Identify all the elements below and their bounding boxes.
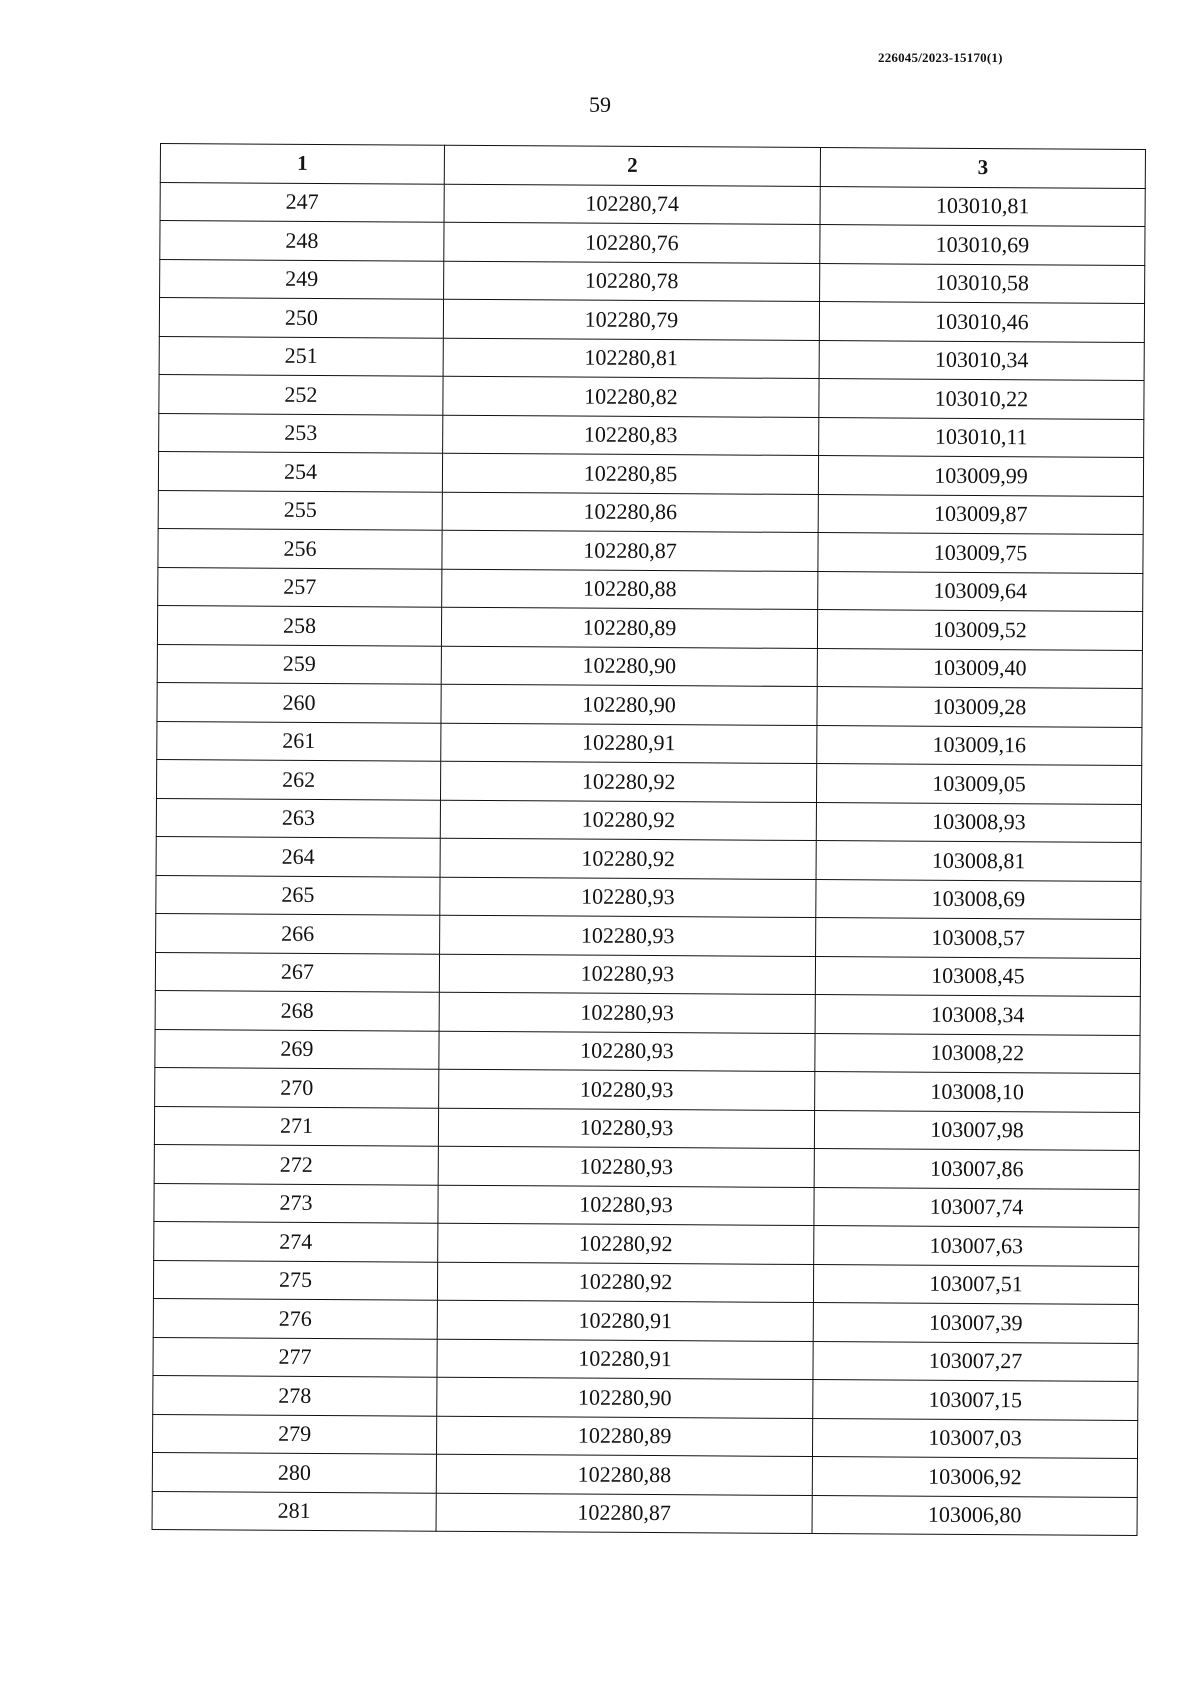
coordinate-x-cell: 102280,93 (439, 992, 815, 1033)
table-row (159, 374, 1144, 419)
coordinate-y-cell: 103009,16 (817, 725, 1142, 765)
coordinate-y-cell: 103009,28 (817, 687, 1142, 727)
coordinate-x-cell: 102280,81 (443, 338, 819, 379)
column-header-1: 1 (160, 144, 444, 184)
point-number-cell: 268 (155, 990, 439, 1030)
coordinate-y-cell: 103007,15 (813, 1380, 1138, 1420)
coordinate-x-cell: 102280,93 (439, 1031, 815, 1072)
table-row (154, 1221, 1139, 1266)
coordinate-x-cell: 102280,85 (442, 453, 818, 494)
table-row (159, 298, 1144, 343)
point-number-cell: 280 (152, 1452, 436, 1492)
coordinate-y-cell: 103008,69 (816, 879, 1141, 919)
coordinate-y-cell: 103010,81 (820, 186, 1145, 226)
point-number-cell: 279 (153, 1414, 437, 1454)
document-id: 226045/2023-15170(1) (878, 50, 1003, 65)
point-number-cell: 262 (156, 759, 440, 799)
coordinate-x-cell: 102280,93 (439, 954, 815, 995)
table-row (156, 875, 1141, 920)
point-number-cell: 250 (159, 298, 443, 338)
coordinate-x-cell: 102280,93 (438, 1146, 814, 1187)
coordinate-x-cell: 102280,90 (437, 1377, 813, 1418)
column-header-3: 3 (820, 148, 1145, 188)
table-row (152, 1491, 1137, 1536)
coordinate-y-cell: 103009,99 (818, 456, 1143, 496)
point-number-cell: 264 (156, 836, 440, 876)
table-row (152, 1452, 1137, 1497)
table-row (158, 490, 1143, 535)
point-number-cell: 267 (155, 952, 439, 992)
coordinate-x-cell: 102280,79 (443, 299, 819, 340)
coordinate-y-cell: 103007,27 (813, 1341, 1138, 1381)
coordinate-y-cell: 103009,75 (818, 533, 1143, 573)
coordinate-x-cell: 102280,88 (442, 569, 818, 610)
point-number-cell: 277 (153, 1337, 437, 1377)
coordinate-y-cell: 103008,10 (815, 1072, 1140, 1112)
coordinate-y-cell: 103007,63 (814, 1226, 1139, 1266)
table-row (153, 1298, 1138, 1343)
coordinate-y-cell: 103010,11 (819, 417, 1144, 457)
point-number-cell: 281 (152, 1491, 436, 1531)
point-number-cell: 276 (153, 1298, 437, 1338)
coordinate-x-cell: 102280,91 (437, 1300, 813, 1341)
coordinate-x-cell: 102280,74 (444, 184, 820, 225)
table-row (158, 451, 1143, 496)
coordinate-y-cell: 103009,64 (818, 571, 1143, 611)
coordinate-x-cell: 102280,93 (438, 1108, 814, 1149)
coordinates-table-container (152, 143, 1145, 1536)
coordinate-x-cell: 102280,86 (442, 492, 818, 533)
point-number-cell: 269 (155, 1029, 439, 1069)
coordinate-x-cell: 102280,93 (438, 1185, 814, 1226)
coordinate-y-cell: 103007,39 (813, 1303, 1138, 1343)
coordinate-y-cell: 103009,52 (817, 610, 1142, 650)
point-number-cell: 249 (160, 259, 444, 299)
point-number-cell: 271 (154, 1106, 438, 1146)
table-row (157, 644, 1142, 689)
table-row (155, 1029, 1140, 1074)
coordinate-y-cell: 103010,34 (819, 340, 1144, 380)
coordinate-x-cell: 102280,92 (438, 1223, 814, 1264)
table-row (157, 721, 1142, 766)
coordinate-x-cell: 102280,92 (437, 1262, 813, 1303)
point-number-cell: 273 (154, 1183, 438, 1223)
coordinate-x-cell: 102280,76 (444, 222, 820, 263)
coordinate-x-cell: 102280,92 (440, 800, 816, 841)
table-row (153, 1375, 1138, 1420)
table-row (155, 952, 1140, 997)
point-number-cell: 258 (157, 605, 441, 645)
coordinate-y-cell: 103007,74 (814, 1187, 1139, 1227)
table-header-row (160, 144, 1145, 189)
point-number-cell: 252 (159, 374, 443, 414)
table-row (160, 259, 1145, 304)
table-row (158, 567, 1143, 612)
coordinate-y-cell: 103009,40 (817, 648, 1142, 688)
point-number-cell: 272 (154, 1144, 438, 1184)
coordinate-x-cell: 102280,93 (440, 877, 816, 918)
coordinate-x-cell: 102280,93 (439, 1069, 815, 1110)
table-row (156, 798, 1141, 843)
point-number-cell: 261 (157, 721, 441, 761)
coordinate-y-cell: 103007,03 (812, 1418, 1137, 1458)
coordinate-y-cell: 103008,57 (816, 918, 1141, 958)
coordinate-x-cell: 102280,92 (440, 838, 816, 879)
point-number-cell: 259 (157, 644, 441, 684)
point-number-cell: 255 (158, 490, 442, 530)
point-number-cell: 248 (160, 221, 444, 261)
coordinate-y-cell: 103006,92 (812, 1457, 1137, 1497)
table-row (153, 1260, 1138, 1305)
coordinate-x-cell: 102280,90 (441, 684, 817, 725)
coordinate-y-cell: 103006,80 (812, 1495, 1137, 1535)
coordinate-x-cell: 102280,88 (436, 1454, 812, 1495)
coordinate-y-cell: 103010,58 (820, 263, 1145, 303)
coordinate-y-cell: 103007,86 (814, 1149, 1139, 1189)
point-number-cell: 256 (158, 528, 442, 568)
coordinate-y-cell: 103009,05 (816, 764, 1141, 804)
point-number-cell: 265 (156, 875, 440, 915)
table-row (157, 605, 1142, 650)
coordinate-x-cell: 102280,82 (443, 376, 819, 417)
point-number-cell: 247 (160, 182, 444, 222)
coordinate-y-cell: 103008,34 (815, 995, 1140, 1035)
table-row (156, 836, 1141, 881)
coordinate-y-cell: 103008,93 (816, 802, 1141, 842)
point-number-cell: 274 (154, 1221, 438, 1261)
coordinate-x-cell: 102280,83 (443, 415, 819, 456)
table-row (157, 682, 1142, 727)
table-row (155, 990, 1140, 1035)
coordinate-x-cell: 102280,87 (436, 1493, 812, 1534)
table-body (152, 182, 1145, 1535)
coordinate-x-cell: 102280,90 (441, 646, 817, 687)
table-row (153, 1337, 1138, 1382)
coordinate-x-cell: 102280,93 (440, 915, 816, 956)
table-row (154, 1144, 1139, 1189)
point-number-cell: 270 (155, 1067, 439, 1107)
coordinate-x-cell: 102280,91 (437, 1339, 813, 1380)
point-number-cell: 275 (153, 1260, 437, 1300)
table-row (158, 528, 1143, 573)
coordinate-x-cell: 102280,87 (442, 530, 818, 571)
point-number-cell: 266 (156, 913, 440, 953)
coordinate-y-cell: 103010,69 (820, 225, 1145, 265)
point-number-cell: 260 (157, 682, 441, 722)
page-number: 59 (589, 92, 611, 117)
table-row (159, 336, 1144, 381)
point-number-cell: 257 (158, 567, 442, 607)
coordinate-y-cell: 103009,87 (818, 494, 1143, 534)
coordinate-y-cell: 103010,22 (819, 379, 1144, 419)
coordinate-y-cell: 103010,46 (819, 302, 1144, 342)
coordinates-table (152, 143, 1146, 1536)
table-row (160, 221, 1145, 266)
point-number-cell: 278 (153, 1375, 437, 1415)
table-row (160, 182, 1145, 227)
coordinate-x-cell: 102280,92 (440, 761, 816, 802)
table-row (154, 1106, 1139, 1151)
coordinate-x-cell: 102280,89 (436, 1416, 812, 1457)
table-row (153, 1414, 1138, 1459)
table-row (159, 413, 1144, 458)
table-row (156, 759, 1141, 804)
coordinate-y-cell: 103008,22 (815, 1033, 1140, 1073)
coordinate-y-cell: 103007,98 (814, 1110, 1139, 1150)
point-number-cell: 254 (158, 451, 442, 491)
coordinate-x-cell: 102280,91 (441, 723, 817, 764)
table-row (155, 1067, 1140, 1112)
column-header-2: 2 (444, 145, 820, 186)
point-number-cell: 263 (156, 798, 440, 838)
point-number-cell: 253 (159, 413, 443, 453)
table-row (156, 913, 1141, 958)
coordinate-x-cell: 102280,78 (444, 261, 820, 302)
coordinate-y-cell: 103007,51 (813, 1264, 1138, 1304)
table-row (154, 1183, 1139, 1228)
point-number-cell: 251 (159, 336, 443, 376)
coordinate-y-cell: 103008,81 (816, 841, 1141, 881)
coordinate-x-cell: 102280,89 (441, 607, 817, 648)
coordinate-y-cell: 103008,45 (815, 956, 1140, 996)
